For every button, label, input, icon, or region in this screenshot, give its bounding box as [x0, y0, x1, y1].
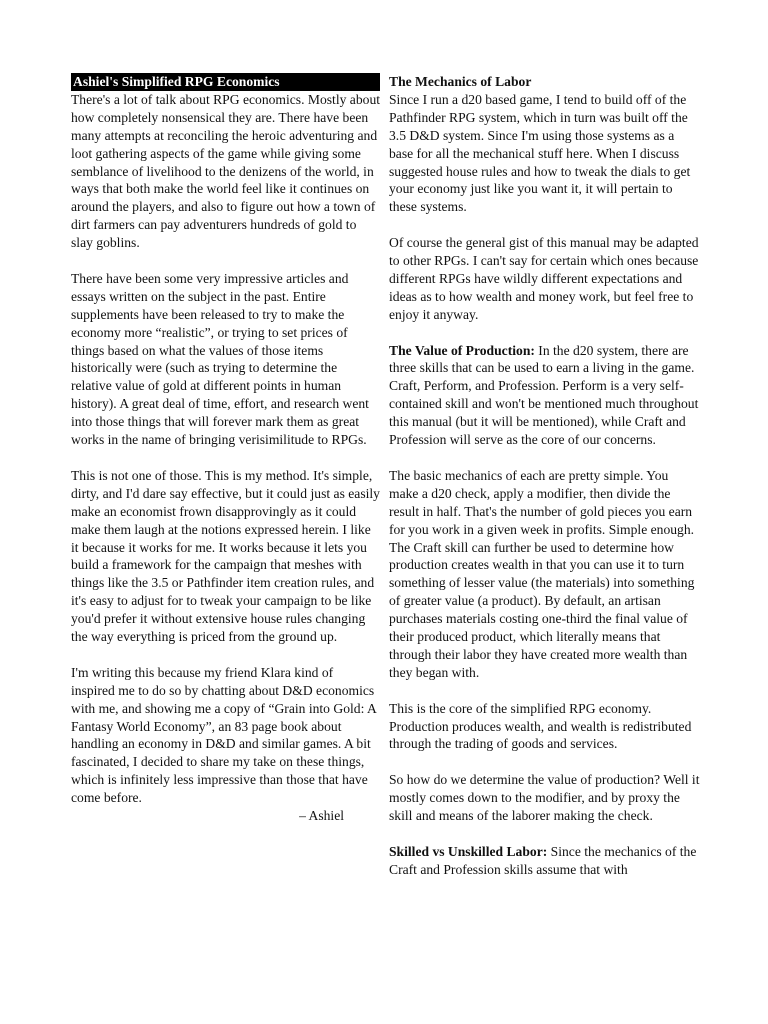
core-economy-paragraph: This is the core of the simplified RPG economy. Production produces wealth, and wealth is redistributed through the trading of goods and services. [389, 700, 692, 752]
right-column [389, 73, 701, 879]
skilled-labor-paragraph [389, 843, 701, 879]
adaptation-paragraph: Of course the general gist of this manual may be adapted to other RPGs. I can't say for certain which ones because different RPGs have wildly different expectations and ideas as to how wealth and money work, but feel free to enjoy it anyway. [389, 235, 699, 322]
value-of-production-body: In the d20 system, there are three skills that can be used to earn a living in the game. Craft, Perform, and Profession. Perform is a very self-contained skill and won't be mentioned much throughout this manual (but it will be mentioned), while Craft and Profession will serve as the core of our concerns. [389, 342, 699, 448]
motivation-paragraph: I'm writing this because my friend Klara kind of inspired me to do so by chatting about D&D economics with me, and showing me a copy of “Grain into Gold: A Fantasy World Economy”, an 83 page book about handling an economy in D&D and similar games. A bit fascinated, I decided to share my take on these things, which is infinitely less impressive than those that have come before. [71, 664, 377, 806]
skilled-labor-body: Since the mechanics of the Craft and Profession skills assume that with [389, 843, 697, 877]
skilled-labor-lead: Skilled vs Unskilled Labor: [389, 843, 548, 859]
section-heading-mechanics-of-labor: The Mechanics of Labor [389, 74, 532, 89]
determine-value-paragraph: So how do we determine the value of production? Well it mostly comes down to the modifier, and by proxy the skill and means of the laborer making the check. [389, 772, 700, 824]
prior-work-paragraph: There have been some very impressive articles and essays written on the subject in the past. Entire supplements have been released to try to make the economy more “realistic”, or trying to set prices of things based on what the values of those items historically were (such as trying to determine the relative value of gold at different points in human history). A great deal of time, effort, and research went into those things that will forever mark them as great works in the name of bringing verisimilitude to RPGs. [71, 270, 369, 448]
intro-paragraph: There's a lot of talk about RPG economics. Mostly about how completely nonsensical they are. There have been many attempts at reconciling the heroic adventuring and loot gathering aspects of the game while giving some semblance of livelihood to the denizens of the world, in ways that both make the world feel like it continues on around the players, and also to figure out how a town of dirt farmers can pay adventurers hundreds of gold to slay goblins. [71, 91, 381, 251]
value-of-production-paragraph [389, 342, 701, 449]
method-paragraph: This is not one of those. This is my method. It's simple, dirty, and I'd dare say effective, but it could just as easily make an economist frown disapprovingly as it could make them laugh at the notions expressed herein. I like it because it works for me. It works because it lets you build a framework for the campaign that meshes with things like the 3.5 or Pathfinder item creation rules, and it's easy to adjust for to tweak your campaign to be like you'd prefer it without extensive house rules changing the way everything is priced from the ground up. [71, 467, 380, 645]
left-column [71, 73, 380, 825]
value-of-production-lead: The Value of Production: [389, 342, 535, 358]
document-title: Ashiel's Simplified RPG Economics [71, 73, 380, 91]
author-signature: – Ashiel [299, 808, 344, 824]
basic-mechanics-paragraph: The basic mechanics of each are pretty simple. You make a d20 check, apply a modifier, then divide the result in half. That's the number of gold pieces you earn for you work in a given week in profits. Simple enough. The Craft skill can further be used to determine how production creates wealth in that you can use it to turn something of lesser value (the materials) into something of greater value (a product). By default, an artisan purchases materials costing one-third the final value of their produced product, which literally means that through their labor they have created more wealth than they began with. [389, 467, 695, 680]
system-paragraph: Since I run a d20 based game, I tend to build off of the Pathfinder RPG system, which in turn was built off the 3.5 D&D system. Since I'm using those systems as a base for all the mechanical stuff here. When I discuss suggested house rules and how to tweak the dials to get your economy just like you want it, it will pertain to these systems. [389, 91, 691, 215]
